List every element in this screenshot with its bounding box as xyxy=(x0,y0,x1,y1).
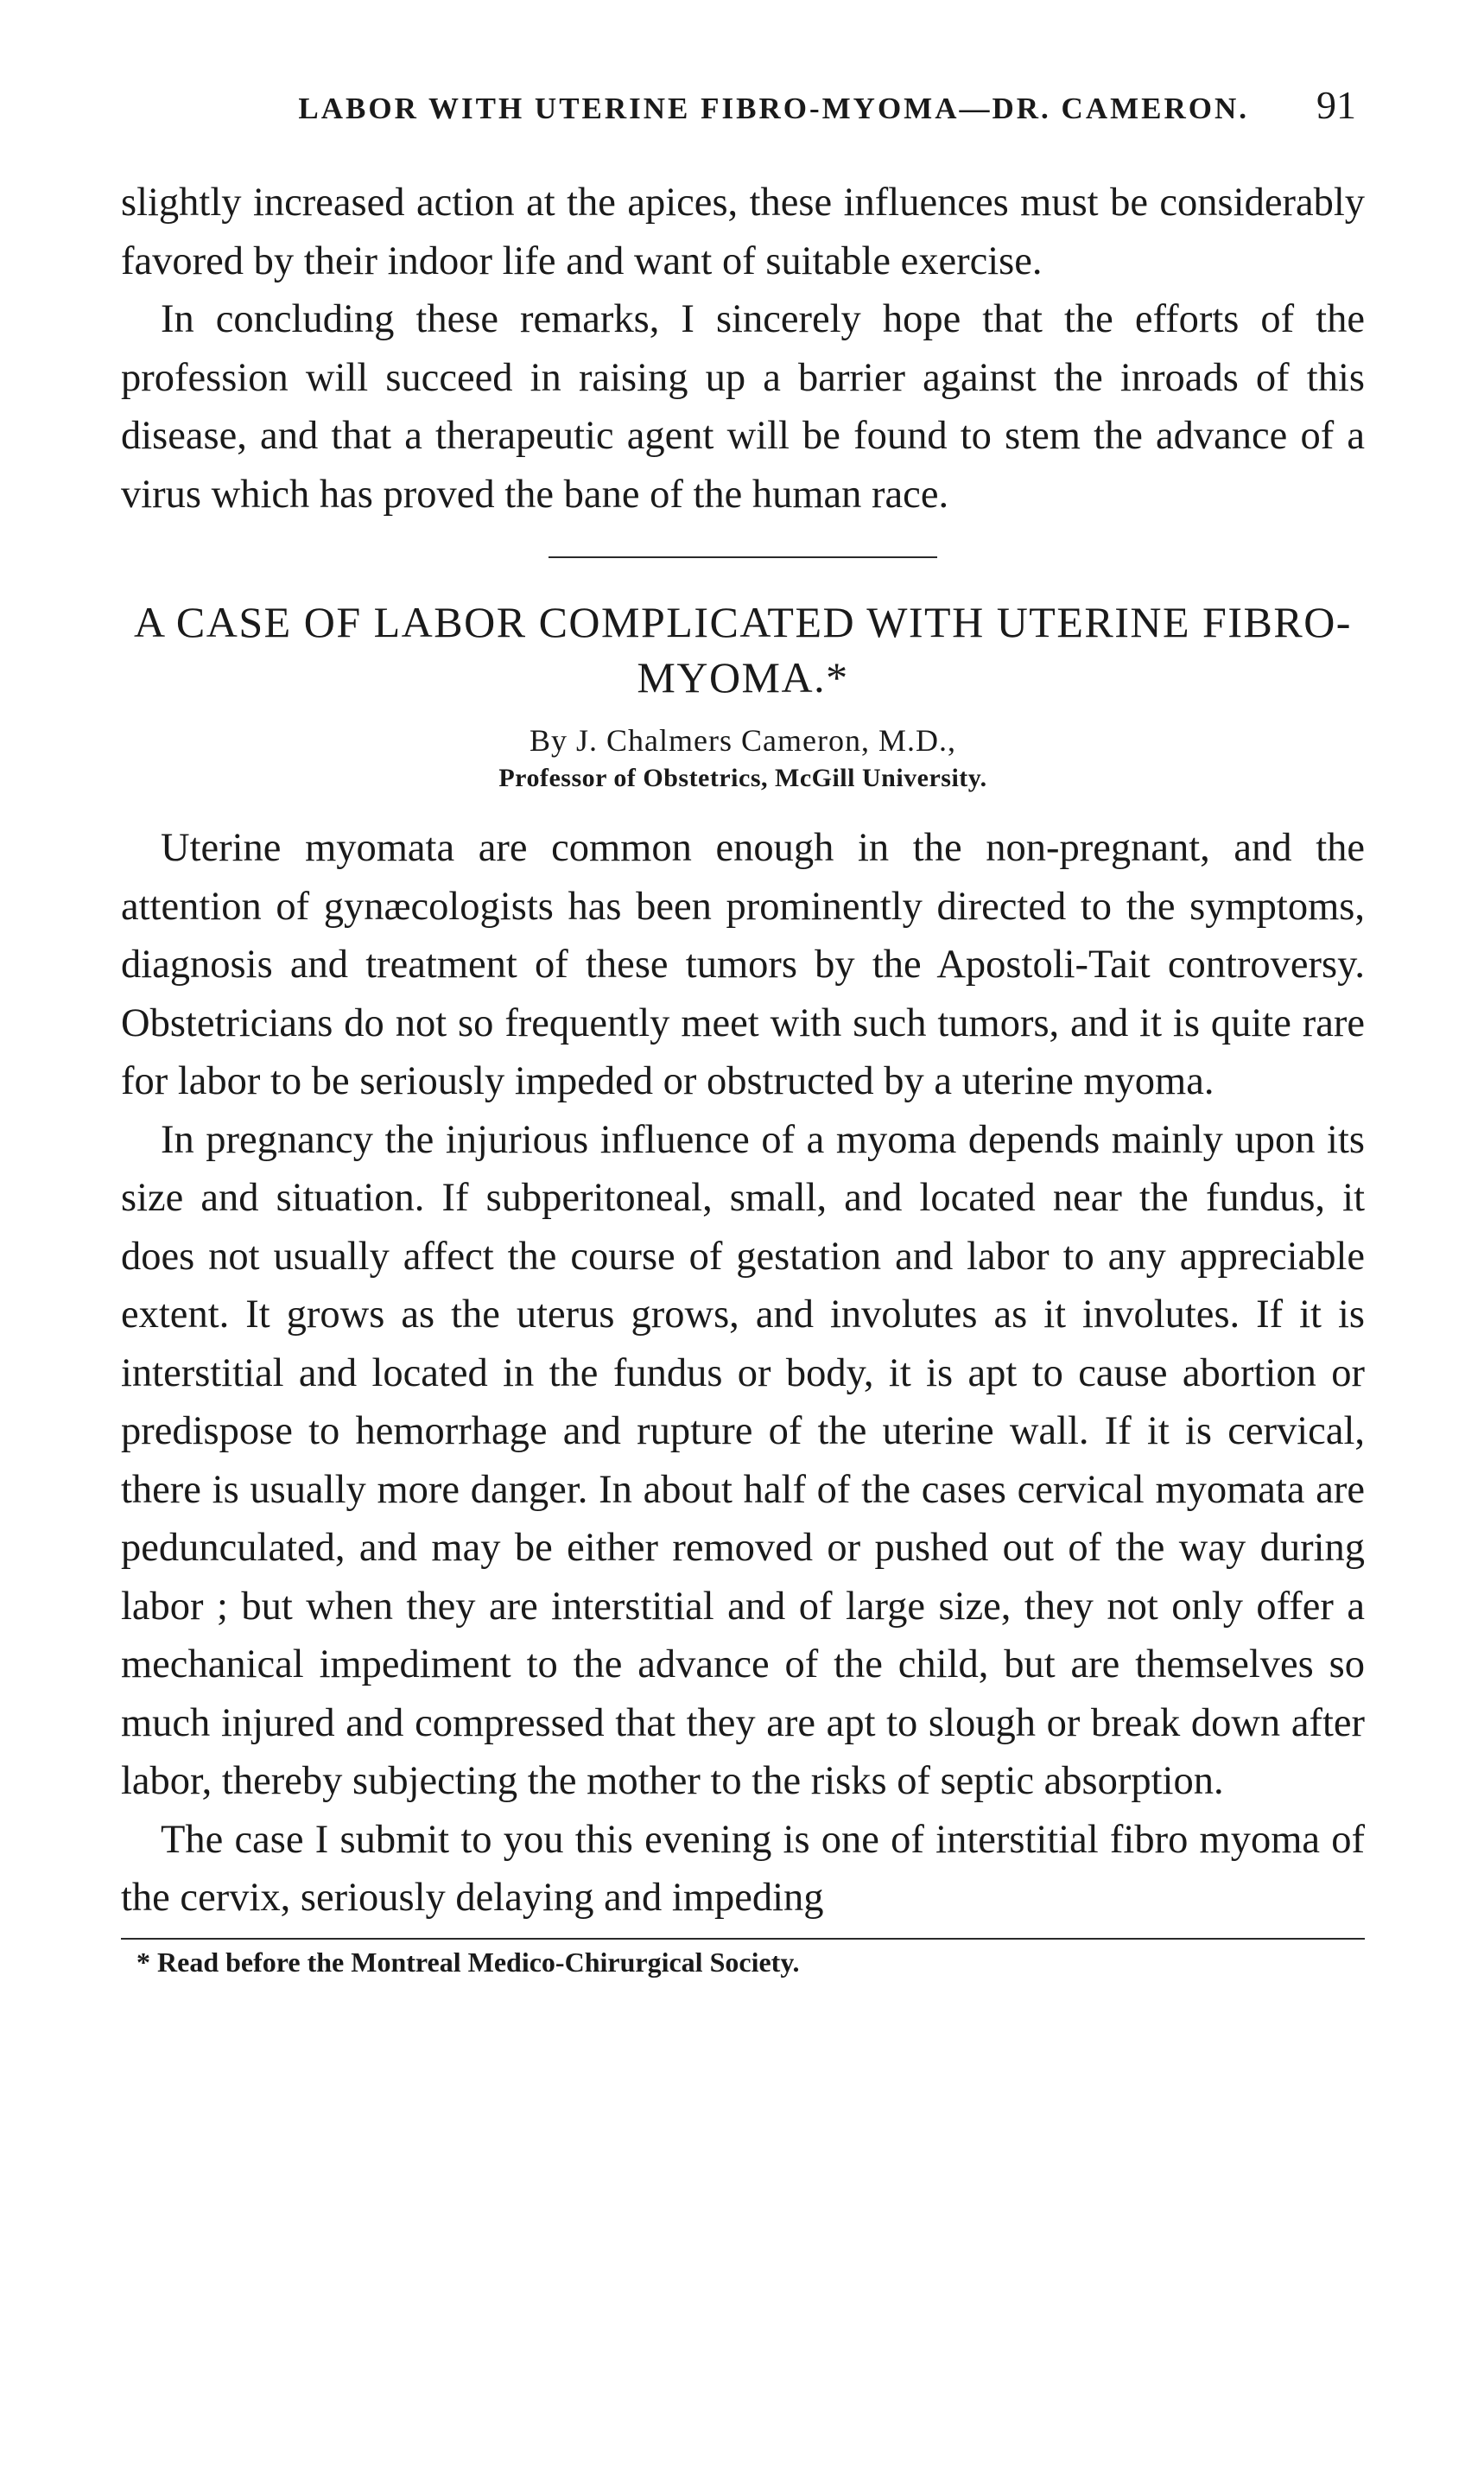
section-separator xyxy=(549,556,937,558)
author-affiliation: Professor of Obstetrics, McGill University. xyxy=(498,764,987,792)
running-title: LABOR WITH UTERINE FIBRO-MYOMA—DR. CAMERON. xyxy=(298,92,1249,125)
page-number: 91 xyxy=(1316,83,1356,127)
article-paragraph-2: In pregnancy the injurious influence of a myoma depends mainly upon its size and situation. If subperitoneal, small, and located near the fundus, it does not usually affect the course of gestation and labor to any appreciable extent. It grows as the uterus grows, and involutes as it involutes. If it is interstitial and located in the fundus or body, it is apt to cause abortion or predispose to hemorrhage and rupture of the uterine wall. If it is cervical, there is usually more danger. In about half of the cases cervical myomata are pedunculated, and may be either removed or pushed out of the way during labor ; but when they are interstitial and of large size, they not only offer a mechanical impediment to the advance of the child, but are themselves so much injured and compressed that they are apt to slough or break down after labor, thereby subjecting the mother to the risks of septic absorption. xyxy=(121,1117,1365,1803)
author-byline: By J. Chalmers Cameron, M.D., xyxy=(530,723,956,758)
footnote: * Read before the Montreal Medico-Chirurgical Society. xyxy=(136,1946,800,1978)
concluding-paragraph: In concluding these remarks, I sincerely hope that the efforts of the profession will succeed in raising up a barrier against the inroads of this disease, and that a therapeutic agent will be found to stem the advance of a virus which has proved the bane of the human race. xyxy=(121,297,1365,517)
page xyxy=(121,82,1365,1978)
article-title: A CASE OF LABOR COMPLICATED WITH UTERINE FIBRO-MYOMA.* xyxy=(134,598,1352,702)
running-head xyxy=(121,82,1365,143)
article-paragraph-1: Uterine myomata are common enough in the non-pregnant, and the attention of gynæcologists has been prominently directed to the symptoms, diagnosis and treatment of these tumors by the Apostoli-Tait controversy. Obstetricians do not so frequently meet with such tumors, and it is quite rare for labor to be seriously impeded or obstructed by a uterine myoma. xyxy=(121,826,1365,1103)
article-paragraph-3: The case I submit to you this evening is one of interstitial fibro myoma of the cervix, seriously delaying and impeding xyxy=(121,1817,1365,1920)
continued-paragraph: slightly increased action at the apices, these influences must be considerably favored by their indoor life and want of suitable exercise. xyxy=(121,181,1365,283)
footnote-rule xyxy=(121,1938,1365,1940)
